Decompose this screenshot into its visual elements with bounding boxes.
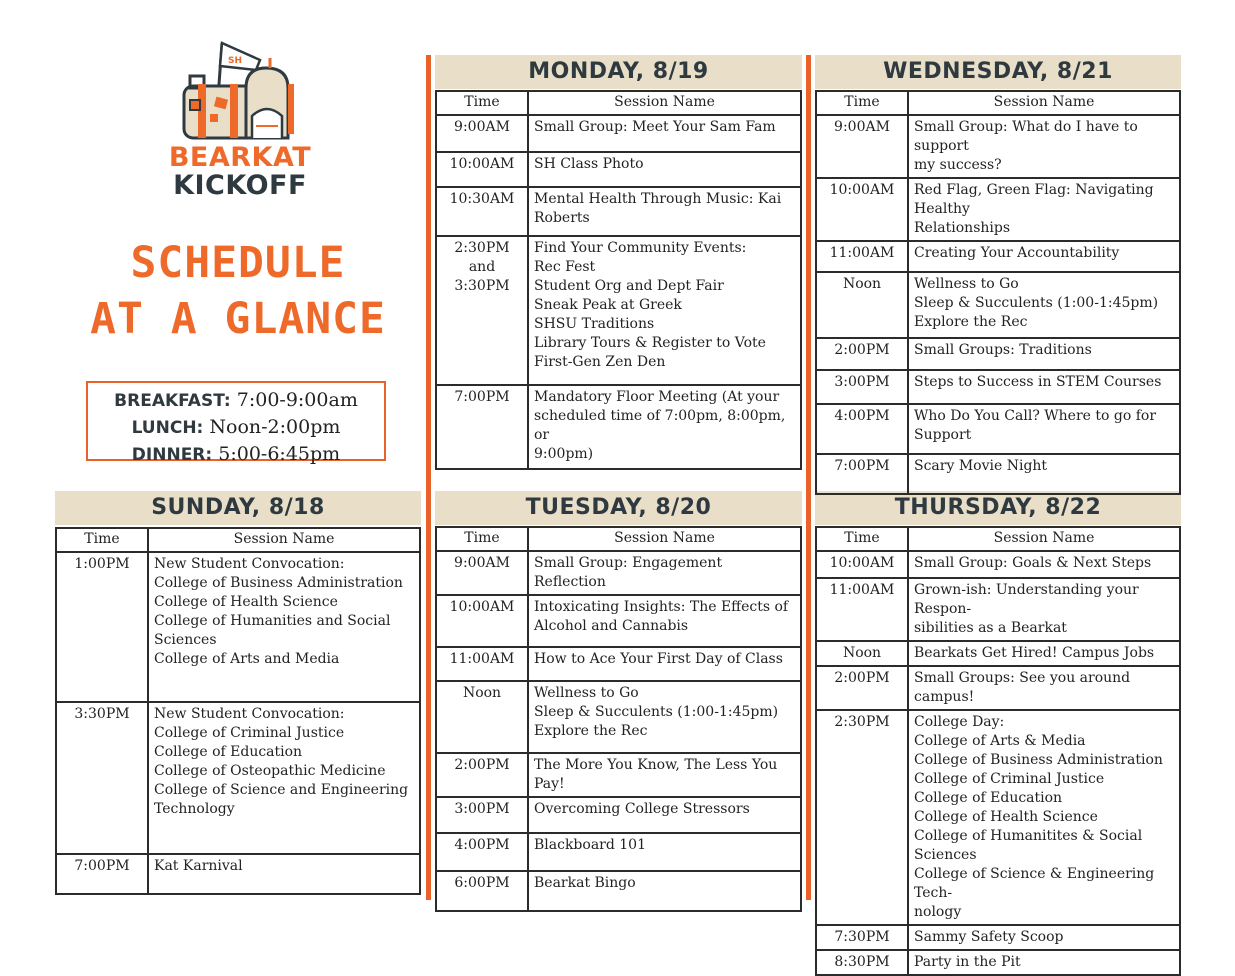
session-line: College of Science & Engineering Tech- [914, 866, 1155, 901]
meal-label: LUNCH: [131, 418, 204, 438]
session-time: 8:30PM [816, 950, 908, 975]
session-line: College of Education [154, 744, 303, 760]
session-name [908, 115, 1180, 178]
table-header-row [436, 527, 801, 551]
table-row [816, 370, 1180, 404]
time-column-header: Time [436, 91, 528, 115]
session-line: College of Osteopathic Medicine [154, 763, 386, 779]
session-time: 2:30PM [816, 710, 908, 925]
session-time: 9:00AM [436, 551, 528, 595]
session-time: 1:00PM [56, 552, 148, 702]
table-row [816, 272, 1180, 338]
meal-label: BREAKFAST: [114, 391, 231, 411]
session-line: College of Criminal Justice [914, 771, 1105, 787]
meal-time: 5:00-6:45pm [218, 443, 341, 465]
meal-times-box [86, 381, 386, 465]
session-name [908, 338, 1180, 370]
table-row [436, 187, 801, 236]
session-line: Roberts [534, 210, 590, 226]
session-time: Noon [816, 272, 908, 338]
table-row [816, 950, 1180, 975]
session-line: Find Your Community Events: [534, 240, 747, 256]
session-name [908, 641, 1180, 666]
session-line: New Student Convocation: [154, 556, 345, 572]
table-header-row [816, 527, 1180, 551]
session-time: 3:00PM [436, 797, 528, 833]
session-line: College of Humanitites & Social Sciences [914, 828, 1143, 863]
meal-label: DINNER: [131, 445, 213, 465]
table-header-row [816, 91, 1180, 115]
session-line: nology [914, 904, 962, 920]
session-name [528, 871, 801, 911]
table-row [436, 551, 801, 595]
table-row [816, 925, 1180, 950]
session-name [908, 454, 1180, 494]
session-time: 10:00AM [816, 551, 908, 578]
table-row [436, 236, 801, 385]
session-line: Sciences [154, 632, 217, 648]
session-line: Library Tours & Register to Vote [534, 335, 766, 351]
session-time: Noon [436, 681, 528, 753]
time-column-header: Time [816, 91, 908, 115]
session-line: College of Humanities and Social [154, 613, 391, 629]
session-time: 2:00PM [816, 666, 908, 710]
session-name [148, 854, 420, 894]
svg-text:SH: SH [228, 56, 243, 66]
session-line: Wellness to Go [914, 276, 1019, 292]
session-time: 10:00AM [436, 595, 528, 647]
session-line: Party in the Pit [914, 954, 1021, 970]
time-column-header: Time [816, 527, 908, 551]
session-name [528, 551, 801, 595]
table-row [436, 115, 801, 152]
day-header-wednesday: WEDNESDAY, 8/21 [815, 55, 1181, 89]
session-column-header: Session Name [528, 91, 801, 115]
session-name [908, 710, 1180, 925]
session-line: Kat Karnival [154, 858, 243, 874]
table-row [816, 641, 1180, 666]
logo-text-bearkat: BEARKAT [168, 142, 312, 173]
session-time: 9:00AM [816, 115, 908, 178]
session-name [148, 552, 420, 702]
session-line: College Day: [914, 714, 1005, 730]
schedule-table-tuesday [435, 526, 802, 912]
session-line: College of Criminal Justice [154, 725, 345, 741]
table-header-row [436, 91, 801, 115]
session-line: First-Gen Zen Den [534, 354, 666, 370]
table-row [436, 647, 801, 681]
session-time: 7:30PM [816, 925, 908, 950]
session-time: 2:00PM [816, 338, 908, 370]
session-line: Scary Movie Night [914, 458, 1048, 474]
session-line: Student Org and Dept Fair [534, 278, 724, 294]
session-time: Noon [816, 641, 908, 666]
schedule-table-monday [435, 90, 802, 470]
session-line: Explore the Rec [914, 314, 1028, 330]
session-name [908, 178, 1180, 241]
session-line: Who Do You Call? Where to go for [914, 408, 1157, 424]
table-row [816, 666, 1180, 710]
session-time: 10:30AM [436, 187, 528, 236]
session-name [908, 578, 1180, 641]
session-line: Mandatory Floor Meeting (At your [534, 389, 780, 405]
session-line: Blackboard 101 [534, 837, 646, 853]
session-time: 3:30PM [56, 702, 148, 854]
session-name [908, 370, 1180, 404]
session-line: College of Education [914, 790, 1063, 806]
meal-lunch [88, 414, 384, 441]
session-line: College of Business Administration [914, 752, 1163, 768]
meal-time: 7:00-9:00am [236, 389, 358, 411]
session-line: scheduled time of 7:00pm, 8:00pm, or [534, 408, 786, 443]
column-divider [426, 55, 431, 900]
session-time: 7:00PM [56, 854, 148, 894]
day-header-tuesday: TUESDAY, 8/20 [435, 491, 802, 525]
session-time: 10:00AM [816, 178, 908, 241]
day-header-thursday: THURSDAY, 8/22 [815, 491, 1181, 525]
table-row [56, 854, 420, 894]
session-line: The More You Know, The Less You Pay! [534, 757, 778, 792]
session-name [908, 950, 1180, 975]
session-time: 7:00PM [436, 385, 528, 469]
session-line: Sleep & Succulents (1:00-1:45pm) [914, 295, 1159, 311]
session-line: Red Flag, Green Flag: Navigating Healthy [914, 182, 1154, 217]
schedule-table-sunday [55, 527, 421, 895]
suitcase-backpack-icon [160, 38, 320, 143]
page-title-line2: AT A GLANCE [90, 294, 386, 344]
session-line: Sneak Peak at Greek [534, 297, 682, 313]
time-column-header: Time [436, 527, 528, 551]
table-row [436, 833, 801, 871]
session-line: Grown-ish: Understanding your Respon- [914, 582, 1139, 617]
session-line: Creating Your Accountability [914, 245, 1120, 261]
session-name [528, 797, 801, 833]
time-column-header: Time [56, 528, 148, 552]
session-name [528, 187, 801, 236]
column-divider [806, 55, 811, 900]
session-line: Small Groups: Traditions [914, 342, 1092, 358]
session-name [908, 666, 1180, 710]
bearkat-kickoff-logo [160, 38, 320, 203]
session-name [908, 272, 1180, 338]
session-line: Small Group: What do I have to support [914, 119, 1138, 154]
table-row [436, 152, 801, 187]
session-line: Small Group: Engagement Reflection [534, 555, 723, 590]
day-header-sunday: SUNDAY, 8/18 [55, 491, 421, 525]
table-row [816, 710, 1180, 925]
session-time: 7:00PM [816, 454, 908, 494]
schedule-table-wednesday [815, 90, 1181, 495]
session-name [528, 833, 801, 871]
meal-time: Noon-2:00pm [209, 416, 341, 438]
session-line: College of Arts & Media [914, 733, 1086, 749]
session-time: 9:00AM [436, 115, 528, 152]
session-line: How to Ace Your First Day of Class [534, 651, 783, 667]
session-name [528, 115, 801, 152]
page-title-line1: SCHEDULE [130, 238, 346, 288]
session-column-header: Session Name [908, 527, 1180, 551]
session-time: 3:00PM [816, 370, 908, 404]
table-row [816, 115, 1180, 178]
session-line: Bearkat Bingo [534, 875, 636, 891]
session-name [908, 925, 1180, 950]
session-name [528, 236, 801, 385]
table-row [436, 871, 801, 911]
session-column-header: Session Name [528, 527, 801, 551]
logo-text-kickoff: KICKOFF [173, 170, 307, 201]
session-line: Support [914, 427, 972, 443]
meal-breakfast [88, 387, 384, 414]
table-row [816, 551, 1180, 578]
session-time: 4:00PM [436, 833, 528, 871]
table-row [816, 338, 1180, 370]
session-line: Small Group: Goals & Next Steps [914, 555, 1152, 571]
session-line: Alcohol and Cannabis [534, 618, 689, 634]
session-name [908, 551, 1180, 578]
session-line: New Student Convocation: [154, 706, 345, 722]
table-row [816, 454, 1180, 494]
schedule-table-thursday [815, 526, 1181, 976]
table-row [436, 385, 801, 469]
session-time: 11:00AM [436, 647, 528, 681]
session-line: Small Groups: See you around campus! [914, 670, 1131, 705]
table-row [436, 753, 801, 797]
session-line: College of Health Science [154, 594, 338, 610]
session-time: 6:00PM [436, 871, 528, 911]
session-column-header: Session Name [908, 91, 1180, 115]
table-header-row [56, 528, 420, 552]
session-line: College of Science and Engineering [154, 782, 409, 798]
meal-dinner [88, 441, 384, 468]
session-name [908, 404, 1180, 454]
session-name [528, 595, 801, 647]
table-row [816, 178, 1180, 241]
session-line: Explore the Rec [534, 723, 648, 739]
session-line: Intoxicating Insights: The Effects of [534, 599, 789, 615]
session-line: sibilities as a Bearkat [914, 620, 1067, 636]
session-time: 2:30PM and 3:30PM [436, 236, 528, 385]
session-line: Sammy Safety Scoop [914, 929, 1064, 945]
session-line: SH Class Photo [534, 156, 644, 172]
session-line: Technology [154, 801, 235, 817]
session-name [908, 241, 1180, 272]
session-line: College of Health Science [914, 809, 1098, 825]
session-line: Wellness to Go [534, 685, 639, 701]
session-line: Mental Health Through Music: Kai [534, 191, 782, 207]
session-time: 4:00PM [816, 404, 908, 454]
session-line: College of Business Administration [154, 575, 403, 591]
session-line: Rec Fest [534, 259, 596, 275]
session-line: Steps to Success in STEM Courses [914, 374, 1162, 390]
session-line: 9:00pm) [534, 446, 594, 462]
session-line: College of Arts and Media [154, 651, 340, 667]
session-name [528, 681, 801, 753]
session-name [528, 753, 801, 797]
table-row [436, 797, 801, 833]
session-name [528, 647, 801, 681]
session-line: Small Group: Meet Your Sam Fam [534, 119, 776, 135]
session-time: 11:00AM [816, 241, 908, 272]
table-row [436, 595, 801, 647]
day-header-monday: MONDAY, 8/19 [435, 55, 802, 89]
table-row [816, 578, 1180, 641]
table-row [56, 702, 420, 854]
table-row [56, 552, 420, 702]
session-line: Sleep & Succulents (1:00-1:45pm) [534, 704, 779, 720]
session-time: 10:00AM [436, 152, 528, 187]
session-line: Relationships [914, 220, 1011, 236]
session-column-header: Session Name [148, 528, 420, 552]
session-name [148, 702, 420, 854]
session-line: Overcoming College Stressors [534, 801, 750, 817]
session-time: 11:00AM [816, 578, 908, 641]
session-name [528, 385, 801, 469]
session-name [528, 152, 801, 187]
table-row [436, 681, 801, 753]
session-line: SHSU Traditions [534, 316, 655, 332]
table-row [816, 404, 1180, 454]
session-time: 2:00PM [436, 753, 528, 797]
session-line: my success? [914, 157, 1002, 173]
session-line: Bearkats Get Hired! Campus Jobs [914, 645, 1155, 661]
table-row [816, 241, 1180, 272]
